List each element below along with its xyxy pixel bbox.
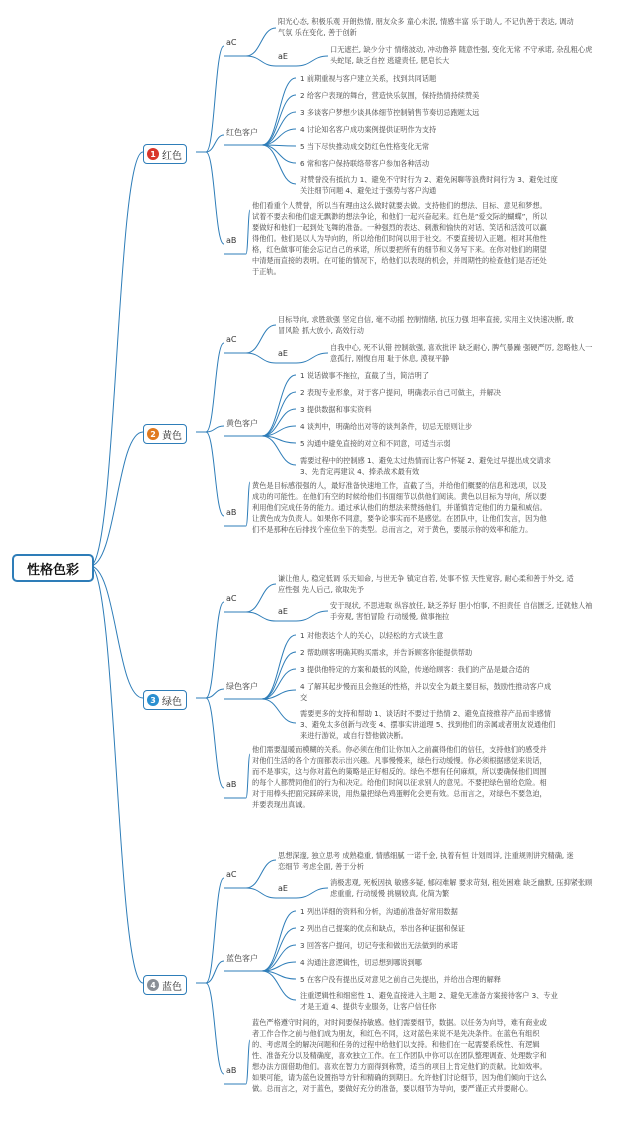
- red-item-7: 对赞誉没有抵抗力 1、避免不守时行为 2、避免闲聊等浪费时间行为 3、避免过度: [300, 175, 558, 184]
- blue-item-3: 3 回答客户提问，切记夸张和做出无法做到的承诺: [300, 941, 458, 950]
- badge-2: 2: [147, 428, 159, 440]
- link-ae-1: [246, 56, 276, 66]
- yellow-client-label: 黄色客户: [226, 419, 258, 428]
- link-ab-3: [206, 698, 224, 788]
- link-ab-text-2: [246, 482, 250, 526]
- green-ae-text: 安于现状, 不思进取 纵容放任, 缺乏养好 胆小怕事, 不担责任 自信匮乏, 迁就他人袖手旁观, 害怕冒险 行动缓慢, 做事拖拉: [330, 601, 593, 621]
- link-ab-text-4: [246, 1040, 250, 1084]
- green-ab-text: 他们需要温暖而模糊的关系。你必须在他们让你加入之前赢得他们的信任，支持他们的感受并对他们生活的各个方面都表示出兴趣。凡事慢慢来，绿色行动缓慢。你必须根据感觉来说话，而不是事实，这与你对蓝色的策略是正好相反的。绿色不想有任何麻烦，所以要确保他们周围的每个人都赞同他们的行为和决定。给他们时间以征求别人的意见。不要把绿色留给危险。相对于用棒头把面完踩碎来说，用热量把绿色鸡蛋孵化会更有效。总而言之，对绿色不要急迫，并要表现出真诚。: [252, 745, 547, 809]
- yellow-ab-label: aB: [226, 508, 237, 517]
- link-root-cat-3: [90, 566, 143, 698]
- link-ab-text-3: [246, 754, 250, 798]
- red-item-2: 2 给客户表现的舞台，营造快乐氛围，保持热情持续赞美: [300, 91, 480, 100]
- link-item-1-7: [262, 145, 296, 184]
- link-item-2-6: [262, 436, 296, 465]
- root-title: 性格色彩: [26, 562, 79, 578]
- red-item-1: 1 前期重视与客户建立关系，找到共同话题: [300, 74, 437, 83]
- link-item-1-3: [262, 112, 296, 145]
- red-ae-text: 口无遮拦, 缺少分寸 情绪波动, 冲动鲁莽 随意性强, 变化无常 不守承诺, 杂乱粗心虎头蛇尾, 缺乏自控 逃避责任, 肥皂长大: [330, 45, 593, 65]
- badge-1: 1: [147, 148, 159, 160]
- green-item-5: 需要更多的支持和帮助 1、谈话时不要过于热情 2、避免直接推荐产品而非感情: [300, 709, 551, 718]
- green-client-label: 绿色客户: [226, 682, 258, 691]
- yellow-ac-label: aC: [226, 335, 237, 344]
- category-blue[interactable]: [143, 975, 187, 995]
- red-ac-text: 阳光心态, 积极乐观 开朗热情, 朋友众多 童心未泯, 情感丰富 乐于助人, 不记仇善于表达, 调动气氛 乐在变化, 善于创新: [278, 17, 574, 37]
- link-item-1-1: [262, 78, 296, 145]
- link-ae-3: [246, 612, 276, 621]
- category-yellow[interactable]: [143, 424, 187, 444]
- link-item-3-2: [262, 652, 296, 699]
- link-ac-text-4: [246, 860, 276, 888]
- green-item-4: 4 了解其起步慢而且会拖延的性格，并以安全为最主要目标，鼓励性推动客户成: [300, 682, 552, 691]
- category-green-label: 绿色: [162, 696, 182, 708]
- blue-item-5: 5 在客户没有提出反对意见之前自己先提出，并给出合理的解释: [300, 975, 501, 984]
- link-root-cat-1: [90, 152, 143, 566]
- red-item-5: 5 当下尽快推动成交防红色性格变化无常: [300, 142, 430, 151]
- red-client-label: 红色客户: [226, 128, 258, 137]
- green-item-7: 来进行游说，或自行替他做决断。: [300, 731, 408, 740]
- link-root-cat-4: [90, 566, 143, 983]
- link-root-cat-2: [90, 432, 143, 566]
- red-item-4: 4 讨论知名客户成功案例提供证明作为支持: [300, 125, 437, 134]
- blue-item-2: 2 列出自己提案的优点和缺点，举出各种证据和保证: [300, 924, 465, 933]
- red-ae-label: aE: [278, 52, 288, 61]
- red-ab-text: 他们看重个人赞誉，所以当有理由这么做时就要去做。支持他们的想法、目标、意见和梦想。试着不要去和他们虚无飘渺的想法争论，和他们一起兴奋起来。红色是“爱交际的蝴蝶”，所以要做好和他们一起到处飞舞的准备。一种强烈的表达、刺激和愉快的对话、笑话和活泼可以赢得他们。他们是以人为导向的，所以给他们时间以用于社交。不要直接切入正题。相对其他性格，红色做事可能会忘记自己的承诺，所以要把所有的细节和义务写下来。在你对他们的期望中清楚而直接的表明。在可能的情况下，给他们以表现的机会，并周期性的检查他们是否还处于正轨。: [252, 201, 547, 276]
- blue-ac-label: aC: [226, 870, 237, 879]
- link-ae-2: [246, 353, 276, 363]
- link-item-4-2: [262, 928, 296, 971]
- link-ac-text-2: [246, 325, 276, 353]
- yellow-ab-text: 黄色是目标感很强的人，最好准备快速地工作，直截了当，并给他们概要的信息和选项，以及成功的可能性。在他们有空的时候给他们书面细节以供他们阅读。黄色以目标为导向，所以要利用他们完成任务的能力。通过承认他们的想法来赞扬他们，并谨慎肯定他们的力量和威信。让黄色成为负责人。如果你不同意，要争论事实而不是感觉。在团队中，让他们发言，因为他们不是那种在后排找个座位坐下的类型。总而言之，对于黄色，要展示你的效率和能力。: [252, 481, 547, 534]
- red-item-6: 6 常和客户保持联络带客户参加各种活动: [300, 159, 430, 168]
- green-ac-label: aC: [226, 594, 237, 603]
- green-item-3: 3 提供他特定的方案和最低的风险，传递给顾客：我们的产品是最合适的: [300, 665, 530, 674]
- yellow-ac-text: 目标导向, 求胜欲强 坚定自信, 毫不动摇 控制情绪, 抗压力强 坦率直接, 实用主义快速决断, 敢冒风险 抓大放小, 高效行动: [278, 315, 574, 335]
- badge-4: 4: [147, 979, 159, 991]
- yellow-item-5: 5 沟通中避免直接的对立和不同意，可适当示弱: [300, 439, 451, 448]
- category-yellow-label: 黄色: [162, 430, 182, 442]
- link-ae-text-3: [296, 611, 328, 621]
- link-ae-text-1: [296, 56, 328, 66]
- link-ae-text-4: [296, 888, 328, 898]
- red-ab-label: aB: [226, 236, 237, 245]
- link-ac-3: [206, 602, 224, 698]
- link-ac-text-1: [246, 28, 276, 56]
- yellow-item-1: 1 说话做事不拖拉，直截了当，简洁明了: [300, 371, 430, 380]
- blue-ac-text: 思想深邃, 独立思考 成熟稳重, 情感细腻 一诺千金, 执着有恒 计划周详, 注重规则讲究精确, 迷恋细节 考虑全面, 善于分析: [278, 851, 574, 871]
- blue-item-6: 注重逻辑性和细密性 1、避免直接进入主题 2、避免无准备方案接待客户 3、专业: [300, 991, 558, 1000]
- category-red[interactable]: [143, 144, 187, 164]
- category-blue-label: 蓝色: [162, 981, 182, 993]
- link-ab-4: [206, 983, 224, 1074]
- link-item-3-1: [262, 635, 296, 699]
- link-item-3-5: [262, 699, 296, 723]
- link-ac-4: [206, 878, 224, 983]
- yellow-ae-text: 自我中心, 死不认错 控制欲强, 喜欢批评 缺乏耐心, 脾气暴躁 强硬严厉, 忽略他人一意孤行, 刚愎自用 耻于休息, 漠视平静: [330, 343, 593, 363]
- blue-client-label: 蓝色客户: [226, 954, 258, 963]
- yellow-item-3: 3 提供数据和事实资料: [300, 405, 372, 414]
- green-item-2: 2 帮助顾客明确其购买需求，并告诉顾客你能提供帮助: [300, 648, 473, 657]
- blue-ab-label: aB: [226, 1066, 237, 1075]
- badge-3: 3: [147, 694, 159, 706]
- green-item-1: 1 对他表达个人的关心，以轻松的方式谈生意: [300, 631, 444, 640]
- root-node[interactable]: [12, 554, 94, 582]
- blue-ab-text: 蓝色严格遵守时间的，对时间要保持敏感。他们需要细节，数据。以任务为向导，难有商业或者工作合作之前与他们成为朋友，和红色不同，这对蓝色来说不是先决条件。在蓝色有组织的、考虑周全的解决问题和任务的过程中给他们以支持。和他们在一起需要系统性、有逻辑性、准备充分以及精确度，喜欢独立工作。在工作团队中你可以在团队整理调查、处理数字和想办法方面借助他们。喜欢在智力方面得到称赞，适当的项目上肯定他们的贡献。比如效率。如果可能，请为蓝色设置指导方针和精确的到期日。允许他们讨论细节，因为他们倾向于这么做。总而言之，对于蓝色，要做好充分的准备，要以细节为导向，要严谨正式并要耐心。: [252, 1018, 547, 1093]
- yellow-item-2: 2 表现专业形象，对于客户提问，明确表示自己可做主，并解决: [300, 388, 501, 397]
- blue-item-1: 1 列出详细的资料和分析，沟通前准备好常用数据: [300, 907, 458, 916]
- blue-ae-text: 消极悲观, 死板因执 敏感多疑, 郁闷难解 要求苛刻, 租处困难 缺乏幽默, 压抑紧张顾虑重重, 行动缓慢 挑剔较真, 化简为繁: [330, 878, 593, 898]
- red-item-8: 关注细节问题 4、避免过于强势与客户沟通: [300, 186, 437, 195]
- link-ab-text-1: [246, 210, 250, 254]
- category-red-label: 红色: [162, 150, 182, 162]
- yellow-item-4: 4 谈判中，明确给出对等的谈判条件，切忌无原则让步: [300, 422, 473, 431]
- link-ae-text-2: [296, 353, 328, 363]
- green-item-6: 3、避免太多创新与改变 4、摆事实讲道理 5、找到他们的亲属或者朋友说通他们: [300, 720, 556, 729]
- link-ab-2: [206, 432, 224, 516]
- red-ac-label: aC: [226, 38, 237, 47]
- yellow-item-6: 需要过程中的控制感 1、避免太过热情而让客户怀疑 2、避免过早提出成交请求: [300, 456, 551, 465]
- green-ac-text: 谦让他人, 稳定低调 乐天知命, 与世无争 镇定自若, 处事不惊 天性宽容, 耐心柔和善于外交, 适应性强 先人后己, 欲取先予: [278, 574, 574, 594]
- link-ae-4: [246, 888, 276, 898]
- link-ab-1: [206, 152, 224, 244]
- link-item-1-6: [262, 145, 296, 163]
- green-ae-label: aE: [278, 607, 288, 616]
- link-item-2-2: [262, 392, 296, 436]
- link-ac-2: [206, 343, 224, 432]
- yellow-item-7: 3、先肯定再建议 4、捧杀战术最有效: [300, 467, 420, 476]
- green-ab-label: aB: [226, 780, 237, 789]
- red-item-3: 3 多谈客户梦想少谈具体细节控制销售节奏切忌跑题太远: [300, 108, 480, 117]
- yellow-ae-label: aE: [278, 349, 288, 358]
- category-green[interactable]: [143, 690, 187, 710]
- blue-ae-label: aE: [278, 884, 288, 893]
- blue-item-7: 才是王道 4、提供专业服务，让客户信任你: [300, 1002, 437, 1011]
- green-item-4b: 交: [300, 693, 308, 702]
- link-ac-text-3: [246, 584, 276, 612]
- blue-item-4: 4 沟通注意逻辑性，切忌想到哪说到哪: [300, 958, 422, 967]
